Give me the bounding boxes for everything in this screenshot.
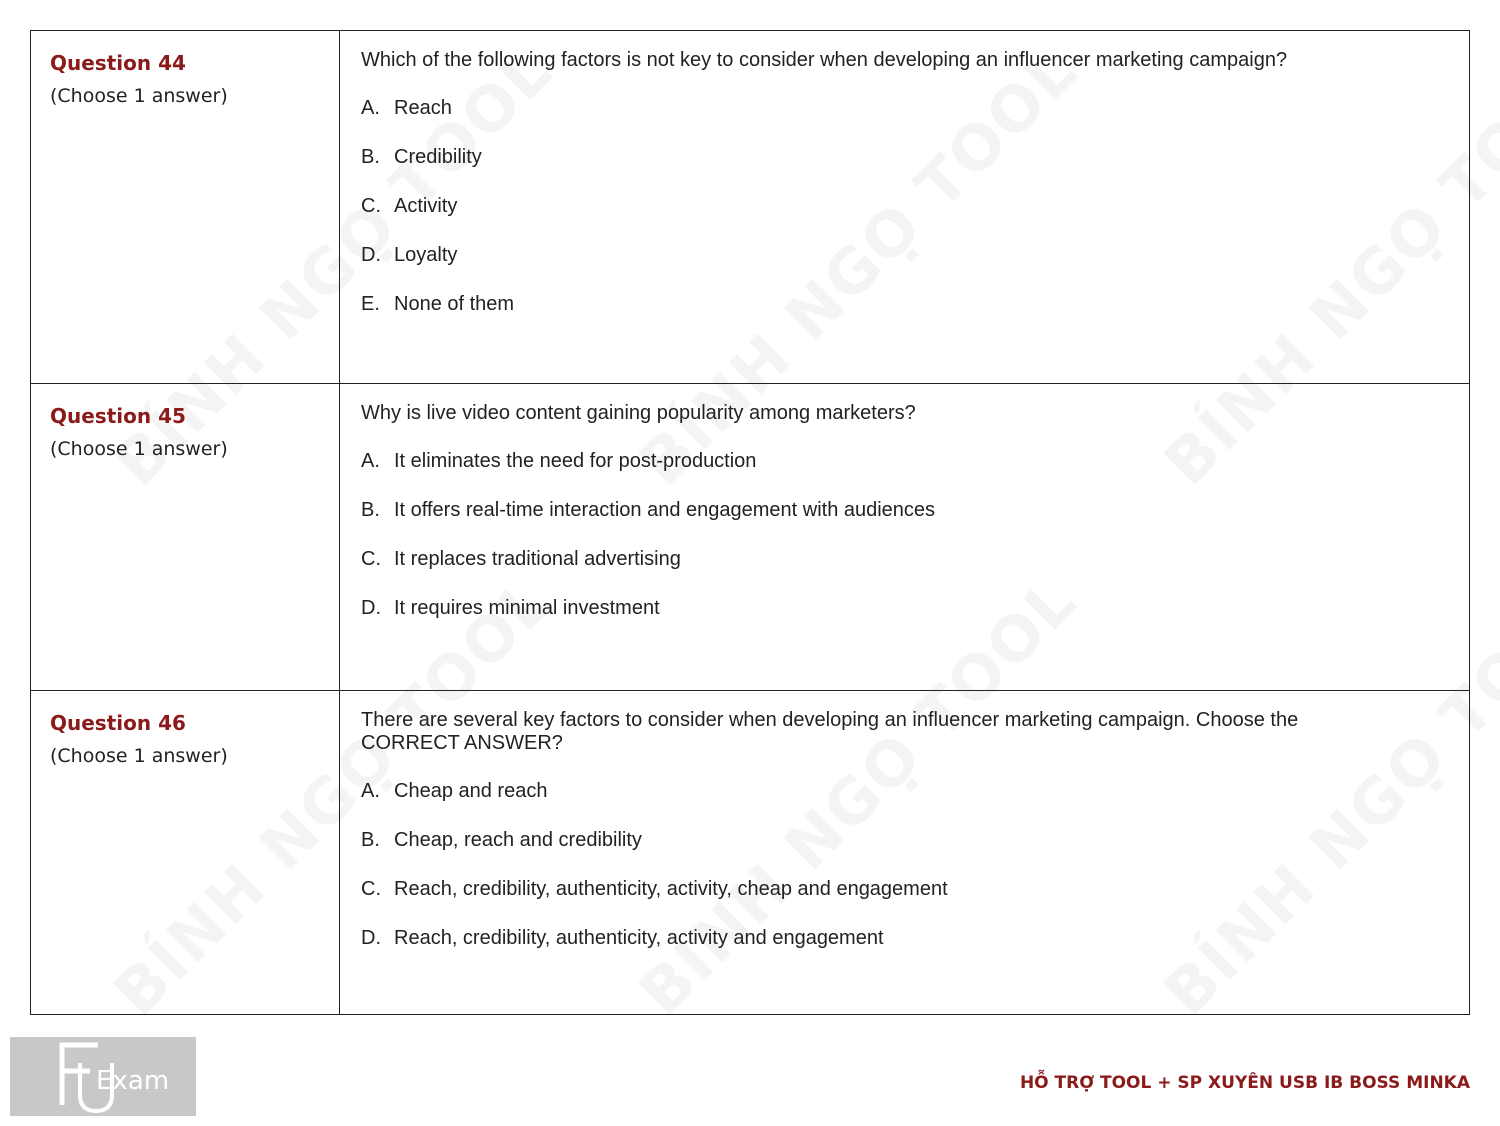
answer-options (361, 437, 1469, 633)
answer-option[interactable] (361, 584, 1469, 633)
option-letter: A. (361, 97, 380, 119)
answer-option[interactable] (361, 84, 1469, 133)
answer-option[interactable] (361, 231, 1469, 280)
question-number: Question 46 (50, 711, 186, 735)
option-letter: C. (361, 195, 381, 217)
option-letter: B. (361, 146, 380, 168)
option-text: It requires minimal investment (394, 597, 660, 619)
option-text: Loyalty (394, 244, 458, 266)
option-text: Activity (394, 195, 458, 217)
answer-option[interactable] (361, 767, 1469, 816)
option-text: It eliminates the need for post-production (394, 450, 757, 472)
question-number: Question 44 (50, 51, 186, 75)
option-text: Reach, credibility, authenticity, activity and engagement (394, 927, 884, 949)
option-text: Cheap, reach and credibility (394, 829, 642, 851)
question-row (31, 691, 1470, 1015)
answer-option[interactable] (361, 437, 1469, 486)
question-instruction: (Choose 1 answer) (50, 85, 228, 107)
option-letter: B. (361, 499, 380, 521)
option-letter: A. (361, 450, 380, 472)
logo-mark-icon (10, 1037, 196, 1116)
option-letter: E. (361, 293, 380, 315)
answer-option[interactable] (361, 816, 1469, 865)
answer-option[interactable] (361, 133, 1469, 182)
logo-text: Exam (96, 1066, 170, 1096)
option-text: Reach, credibility, authenticity, activity, cheap and engagement (394, 878, 948, 900)
option-letter: A. (361, 780, 380, 802)
fu-exam-logo (10, 1037, 196, 1116)
question-body-cell (340, 691, 1470, 1015)
question-text: There are several key factors to consider when developing an influencer marketing campaign. Choose the CORRECT ANSWER? (361, 709, 1299, 754)
option-text: Credibility (394, 146, 482, 168)
questions-table (30, 30, 1470, 1015)
answer-options (361, 84, 1469, 329)
option-letter: D. (361, 597, 381, 619)
question-meta-cell (31, 384, 340, 691)
option-letter: C. (361, 878, 381, 900)
option-letter: D. (361, 244, 381, 266)
question-meta-cell (31, 691, 340, 1015)
option-text: It offers real-time interaction and engagement with audiences (394, 499, 936, 521)
question-body-cell (340, 384, 1470, 691)
option-letter: B. (361, 829, 380, 851)
option-text: It replaces traditional advertising (394, 548, 681, 570)
answer-option[interactable] (361, 486, 1469, 535)
question-text: Why is live video content gaining popularity among marketers? (361, 402, 916, 424)
question-meta-cell (31, 31, 340, 384)
question-body-cell (340, 31, 1470, 384)
answer-option[interactable] (361, 914, 1469, 963)
option-text: Reach (394, 97, 452, 119)
answer-option[interactable] (361, 865, 1469, 914)
option-letter: C. (361, 548, 381, 570)
answer-option[interactable] (361, 535, 1469, 584)
answer-option[interactable] (361, 280, 1469, 329)
question-row (31, 31, 1470, 384)
option-text: None of them (394, 293, 515, 315)
question-number: Question 45 (50, 404, 186, 428)
question-row (31, 384, 1470, 691)
question-instruction: (Choose 1 answer) (50, 438, 228, 460)
option-text: Cheap and reach (394, 780, 548, 802)
question-text: Which of the following factors is not key to consider when developing an influencer marketing campaign? (361, 49, 1288, 71)
option-letter: D. (361, 927, 381, 949)
answer-option[interactable] (361, 182, 1469, 231)
answer-options (361, 767, 1469, 963)
question-instruction: (Choose 1 answer) (50, 745, 228, 767)
footer-promo-text: HỖ TRỢ TOOL + SP XUYÊN USB IB BOSS MINKA (1019, 1073, 1470, 1093)
